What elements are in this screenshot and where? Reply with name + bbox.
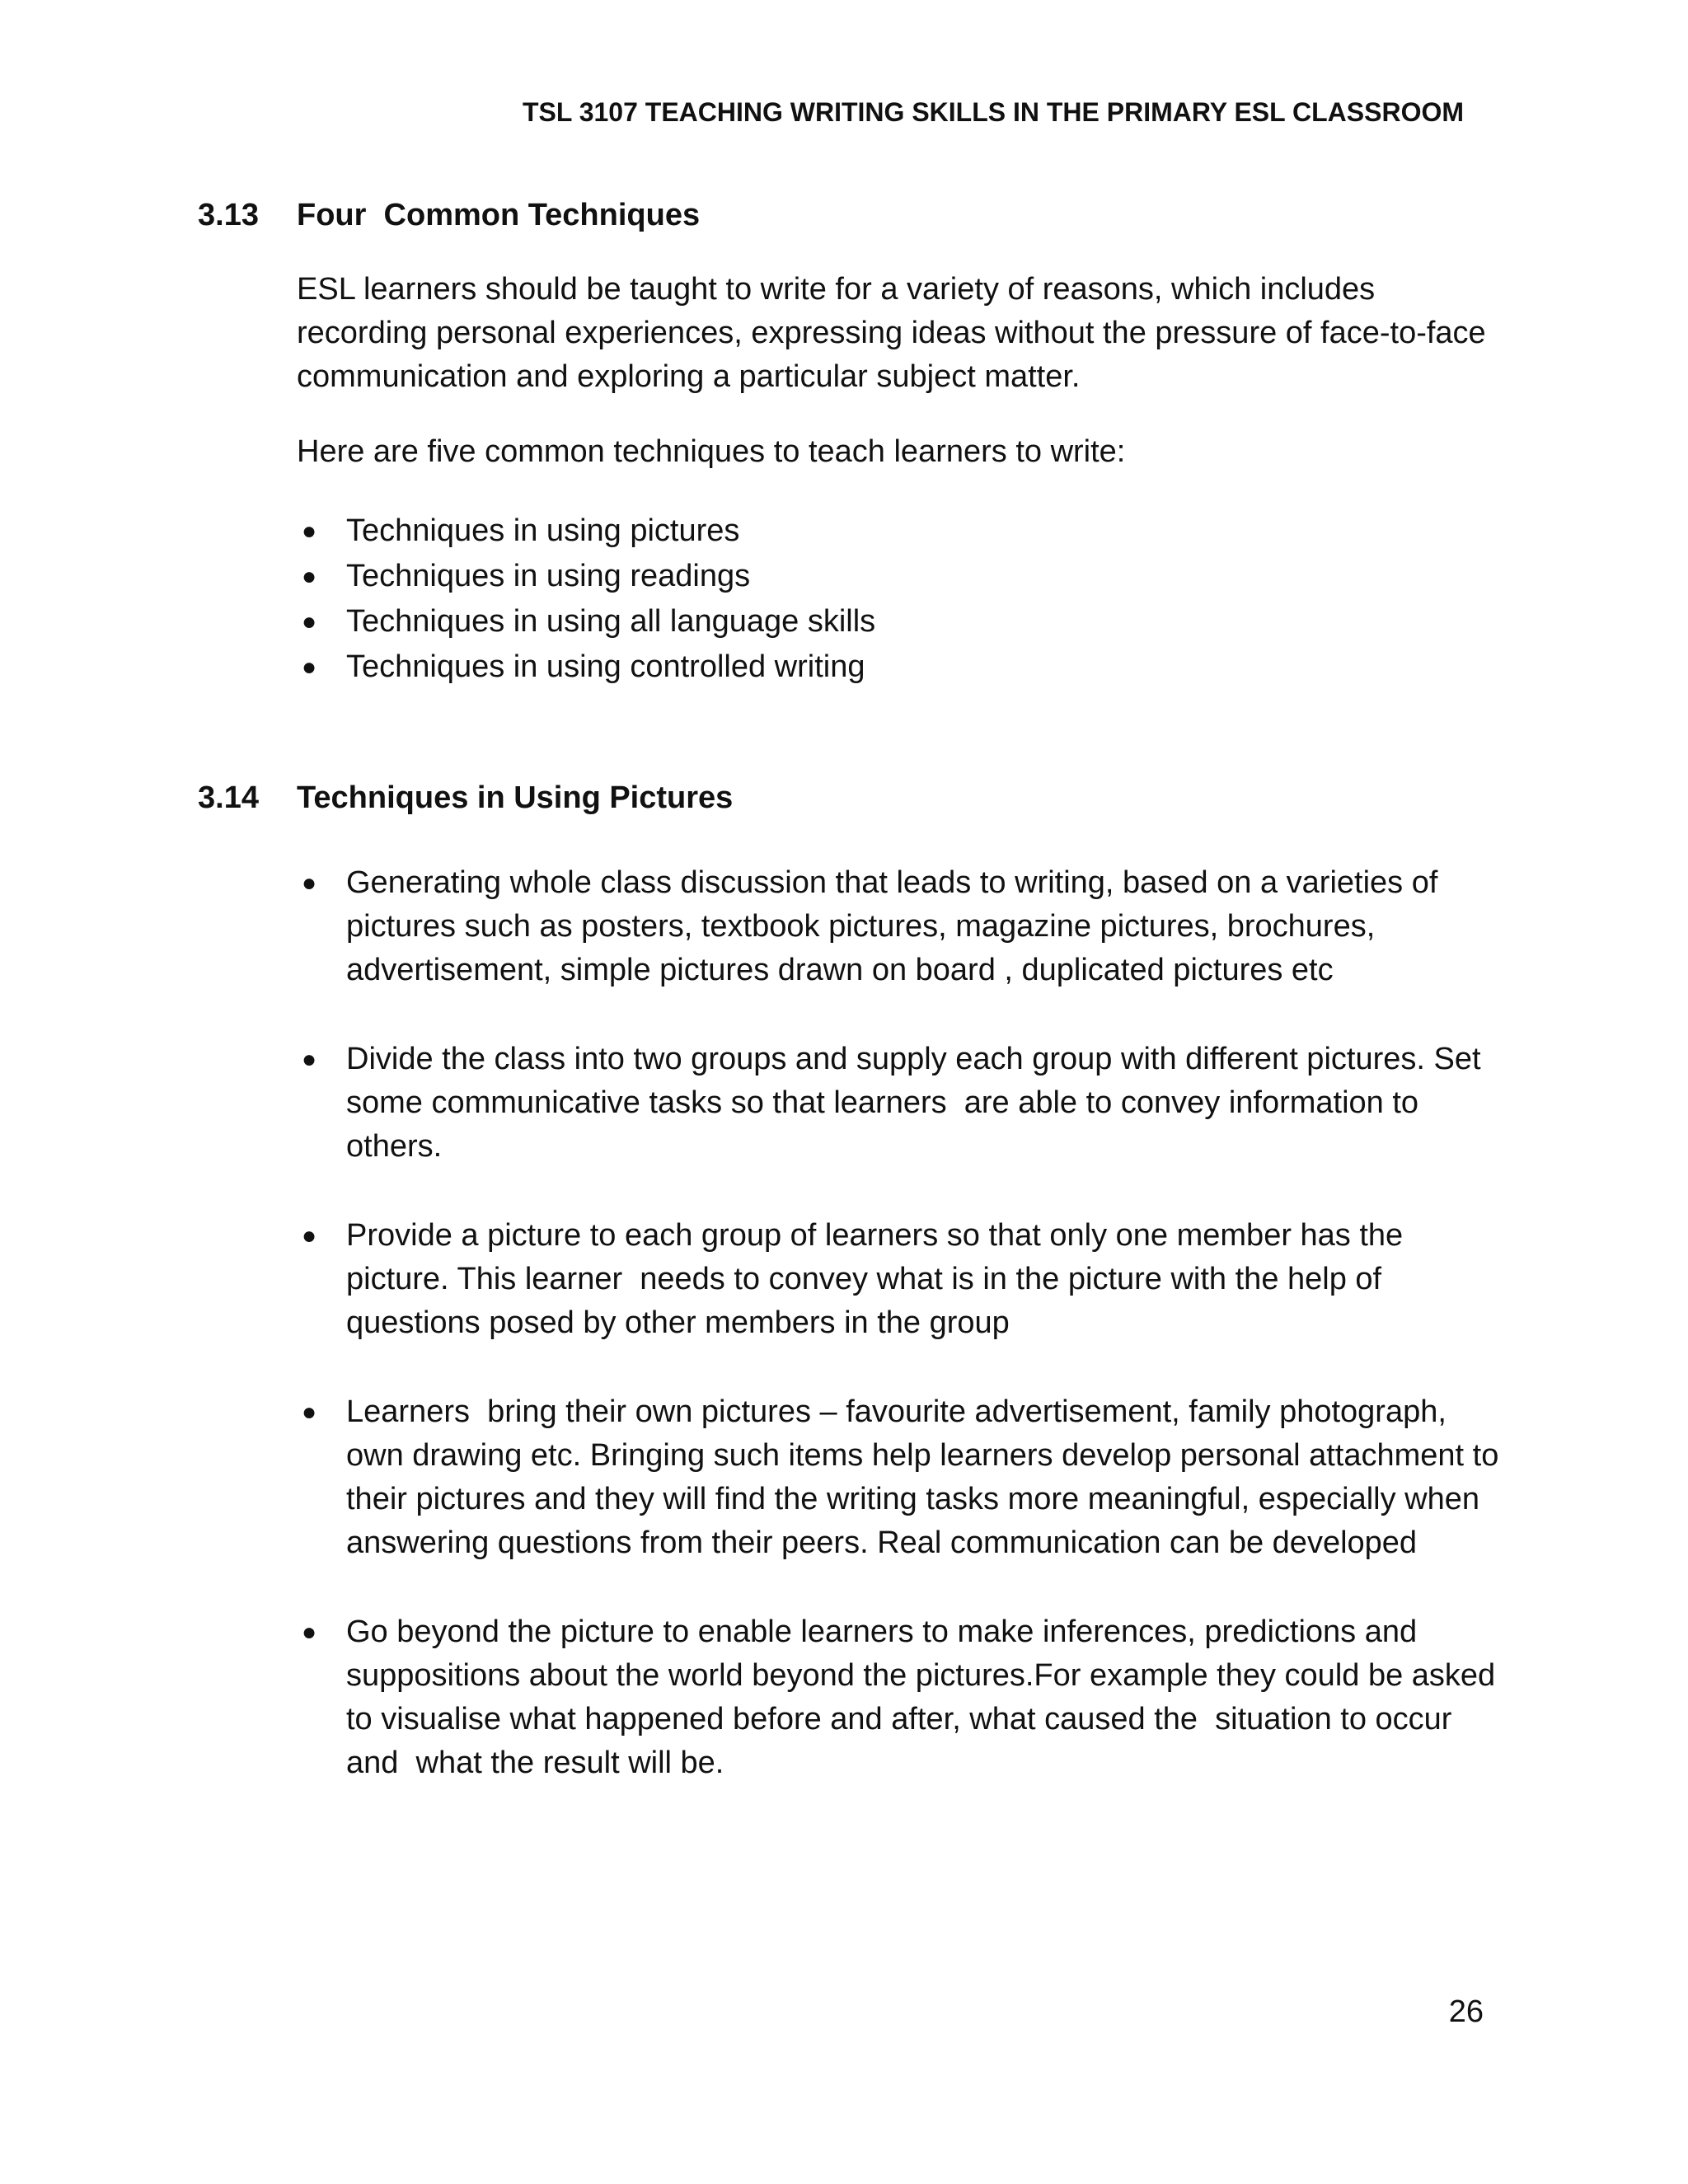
bullet-icon: ● [302, 654, 317, 681]
list-item: ● Techniques in using all language skills [297, 599, 1500, 644]
bullet-icon: ● [302, 563, 317, 590]
bullet-icon: ● [302, 518, 317, 545]
section-title: Four Common Techniques [297, 198, 701, 232]
intro-paragraph: ESL learners should be taught to write for a variety of reasons, which includes recording personal experiences, expressing ideas without the pressure of face-to-face communication and exploring a particular subject matter. [297, 272, 1486, 394]
page-number: 26 [1448, 1994, 1484, 2029]
running-header: TSL 3107 TEACHING WRITING SKILLS IN THE PRIMARY ESL CLASSROOM [522, 97, 1464, 127]
bullet-icon: ● [302, 1399, 317, 1426]
list-item: ● Techniques in using controlled writing [297, 644, 1500, 690]
bullet-icon: ● [302, 1619, 317, 1646]
bullet-icon: ● [302, 869, 317, 897]
section-number: 3.14 [198, 780, 259, 815]
techniques-list [297, 509, 1500, 690]
bullet-icon: ● [302, 1046, 317, 1073]
section-heading-3-14 [198, 780, 733, 816]
list-item: ● Generating whole class discussion that leads to writing, based on a varieties of pictures such as posters, textbook pictures, magazine pictures, brochures, advertisement, simple pictures drawn on board , duplicated pictures etc [297, 861, 1500, 992]
picture-techniques-list [297, 861, 1507, 1830]
list-item: ● Learners bring their own pictures – favourite advertisement, family photograph, own drawing etc. Bringing such items help learners develop personal attachment to their pictures and they will find the writing tasks more meaningful, especially when answering questions from their peers. Real communication can be developed [297, 1390, 1500, 1565]
section-number: 3.13 [198, 198, 259, 232]
section-title: Techniques in Using Pictures [297, 780, 734, 815]
techniques-intro-paragraph: Here are five common techniques to teach learners to write: [297, 434, 1126, 469]
list-item: ● Provide a picture to each group of learners so that only one member has the picture. This learner needs to convey what is in the picture with the help of questions posed by other members in the group [297, 1214, 1500, 1345]
list-item: ● Techniques in using readings [297, 554, 1500, 599]
bullet-icon: ● [302, 1222, 317, 1249]
bullet-icon: ● [302, 608, 317, 635]
list-item: ● Techniques in using pictures [297, 509, 1500, 554]
list-item: ● Divide the class into two groups and supply each group with different pictures. Set some communicative tasks so that learners are able to convey information to others. [297, 1038, 1500, 1169]
list-item: ● Go beyond the picture to enable learners to make inferences, predictions and suppositions about the world beyond the pictures.For example they could be asked to visualise what happened before and after, what caused the situation to occur and what the result will be. [297, 1610, 1500, 1785]
section-heading-3-13 [198, 198, 700, 233]
